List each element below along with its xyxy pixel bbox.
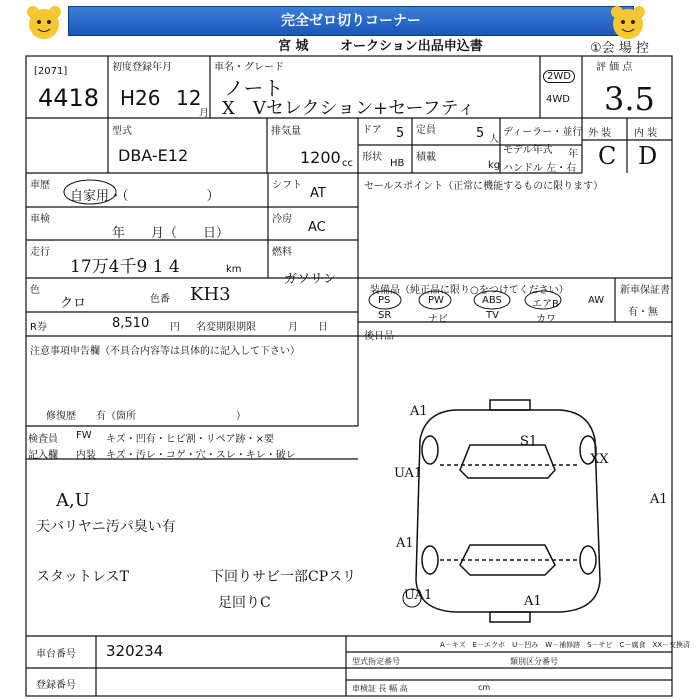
class-number-label: 類別区分番号: [510, 657, 558, 666]
registration-label: 初度登録年月: [112, 62, 172, 73]
notice-label: 注意事項申告欄（不具合内容等は具体的に記入して下さい）: [30, 346, 300, 357]
damage-mark: UA1: [394, 466, 423, 481]
warranty-label: 新車保証書: [620, 285, 670, 296]
sales-label: セールスポイント（正常に機能するものに限ります）: [364, 181, 604, 192]
banner-title: 完全ゼロ切りコーナー: [68, 6, 634, 36]
capacity-label: 定員: [416, 125, 436, 136]
shape-value: HB: [390, 158, 405, 169]
car-grade: X Vセレクション+セーフティ: [222, 98, 476, 119]
displacement-unit: cc: [342, 158, 353, 169]
color-value: クロ: [60, 296, 87, 311]
int-items: キズ・汚レ・コゲ・穴・スレ・キレ・破レ: [106, 450, 296, 461]
history-value: 自家用・（ ）: [70, 189, 220, 204]
recycle-unit: 円: [170, 322, 180, 333]
deadline-label: 名変期限期限: [196, 322, 256, 333]
equip-sr: SR: [378, 310, 392, 321]
dims-label: 車検証 長 幅 高: [352, 684, 408, 693]
equip-airbag: エアB: [532, 299, 559, 310]
damage-mark: A1: [410, 404, 428, 419]
inspection-label: 車検: [30, 214, 50, 225]
capacity-unit: 人: [489, 134, 499, 145]
dims-unit: cm: [478, 683, 491, 692]
handwritten-line-4: 下回りサビ一部CPスリ: [210, 569, 357, 585]
damage-mark: S1: [520, 434, 538, 449]
fw-items: キズ・凹有・ヒビ割・リペア跡・×要: [106, 434, 274, 445]
lot-number: 4418: [38, 84, 100, 112]
damage-mark: A1: [396, 536, 414, 551]
registration-era: H26: [120, 86, 161, 110]
handle-label: ハンドル 左・右: [503, 163, 577, 174]
model-year-unit: 年: [568, 149, 578, 160]
inspector-label-2: 記入欄: [28, 450, 58, 461]
color-code: KH3: [190, 284, 231, 305]
equip-ps: PS: [378, 295, 391, 306]
venue-copy: ①会 場 控: [590, 41, 649, 56]
load-label: 積載: [416, 152, 436, 163]
dealer-label: ディーラー・並行: [503, 127, 583, 138]
equip-abs: ABS: [482, 295, 502, 306]
exterior-score: C: [598, 142, 617, 170]
equip-leather: カワ: [536, 314, 556, 325]
inspector-label-1: 検査員: [28, 434, 58, 445]
mileage-unit: km: [226, 264, 242, 275]
chassis-label: 車台番号: [36, 649, 76, 660]
fw-label: FW: [76, 430, 92, 441]
door-value: 5: [396, 126, 405, 141]
rear-label: 後日品: [364, 331, 394, 342]
model-value: DBA-E12: [118, 146, 189, 165]
ac-value: AC: [308, 220, 326, 235]
repair-history: 修復歴 有（箇所 ）: [46, 411, 246, 422]
history-label: 車歴: [30, 180, 50, 191]
interior-score: D: [638, 142, 658, 170]
equipment-label: 装備品（純正品に限り○をつけてください）: [370, 285, 569, 296]
registration-month-unit: 月: [199, 108, 209, 119]
damage-mark: A1: [650, 492, 668, 507]
deadline-value: 月 日: [288, 322, 328, 333]
drive-4wd: 4WD: [546, 94, 570, 105]
fuel-label: 燃料: [272, 247, 292, 258]
car-name-label: 車名・グレード: [214, 62, 284, 73]
color-code-label: 色番: [150, 294, 170, 305]
handwritten-line-1: A,U: [56, 490, 90, 511]
shift-label: シフト: [272, 180, 302, 191]
car-name: ノート: [224, 76, 284, 100]
ac-label: 冷房: [272, 214, 292, 225]
damage-mark: UA1: [404, 588, 433, 603]
damage-mark: A1: [524, 594, 542, 609]
displacement-value: 1200: [300, 148, 341, 167]
equip-pw: PW: [428, 295, 444, 306]
shift-value: AT: [310, 186, 326, 201]
equip-navi: ナビ: [428, 314, 448, 325]
handwritten-line-3: スタットレスT: [36, 569, 129, 585]
interior-label: 内 装: [634, 128, 658, 139]
mileage-label: 走行: [30, 247, 50, 258]
handwritten-line-2: 天バリヤニ汚パ臭い有: [36, 519, 176, 535]
capacity-value: 5: [476, 126, 485, 141]
car-diagram: [416, 400, 600, 622]
color-label: 色: [30, 285, 40, 296]
mileage-value: 17万4千9 1 4: [70, 257, 180, 277]
drive-2wd: 2WD: [543, 70, 575, 83]
chassis-value: 320234: [106, 642, 164, 660]
damage-mark: XX: [590, 452, 609, 467]
displacement-label: 排気量: [271, 126, 301, 137]
load-unit: kg: [488, 160, 501, 171]
handwritten-line-5: 足回りC: [218, 595, 271, 611]
int-label: 内装: [76, 450, 96, 461]
model-label: 型式: [112, 126, 132, 137]
header-title: オークション出品申込書: [340, 39, 483, 54]
exterior-label: 外 装: [588, 128, 612, 139]
recycle-value: 8,510: [112, 316, 150, 331]
shape-label: 形状: [362, 152, 382, 163]
header-region: 宮 城: [278, 39, 309, 54]
equip-tv: TV: [486, 310, 499, 321]
model-year-label: モデル年式: [503, 145, 553, 156]
recycle-label: R券: [30, 322, 47, 333]
warranty-value: 有・無: [628, 307, 658, 318]
score-value: 3.5: [604, 80, 655, 118]
inspection-value: 年 月（ 日）: [112, 226, 230, 241]
type-number-label: 型式指定番号: [352, 657, 400, 666]
score-label: 評 価 点: [596, 62, 633, 73]
door-label: ドア: [362, 125, 382, 136]
fuel-value: ガソリン: [284, 272, 337, 287]
lot-code: [2071]: [34, 66, 68, 77]
registration-month: 12: [176, 86, 202, 110]
reg-number-label: 登録番号: [36, 680, 76, 691]
damage-legend: A－キズ E－エクボ U－凹み W－補修跡 S－サビ C－腐食 XX－交換済: [440, 641, 691, 649]
equip-aw: AW: [588, 295, 605, 306]
